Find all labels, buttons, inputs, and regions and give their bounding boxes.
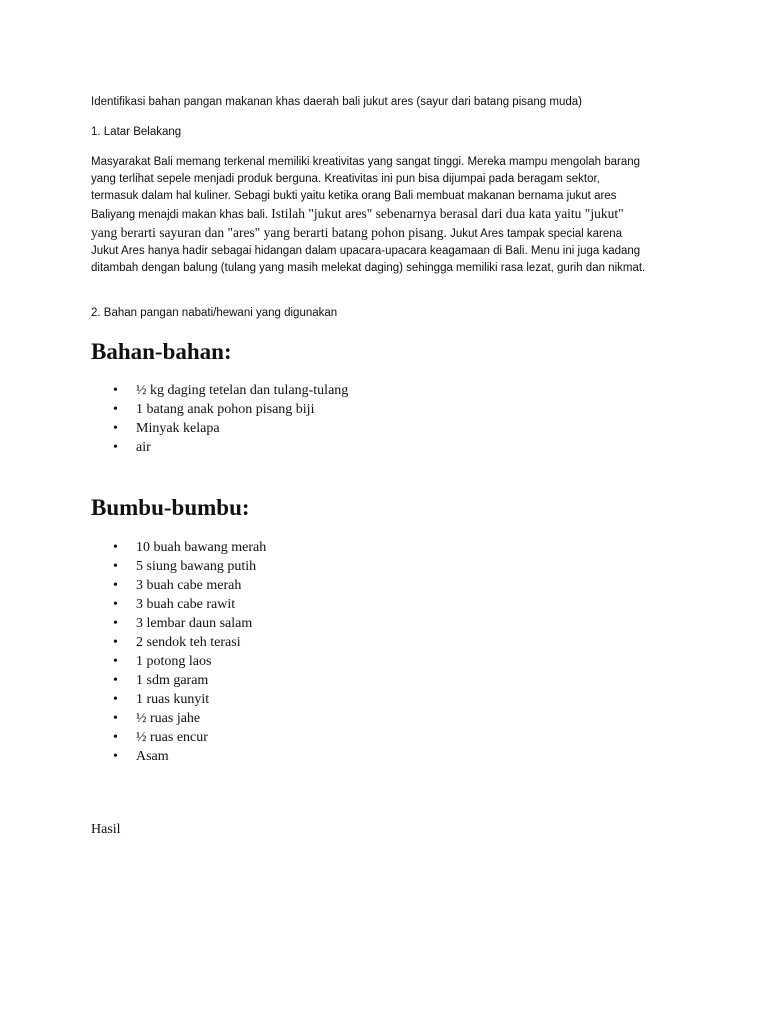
list-item: • 2 sendok teh terasi [91, 633, 266, 652]
list-item: • ½ kg daging tetelan dan tulang-tulang [91, 381, 348, 400]
background-paragraph [91, 154, 691, 277]
list-item: • 5 siung bawang putih [91, 557, 266, 576]
list-item: • 10 buah bawang merah [91, 538, 266, 557]
paragraph-line: Masyarakat Bali memang terkenal memiliki kreativitas yang sangat tinggi. Mereka mampu mengolah barang [91, 156, 641, 168]
bahan-list [91, 381, 348, 457]
paragraph-line [91, 224, 691, 243]
paragraph-text-serif: Istilah "jukut ares" sebenarnya berasal dari dua kata yaitu "jukut" [271, 206, 624, 221]
paragraph-line: ditambah dengan balung (tulang yang masih melekat daging) sehingga memiliki rasa lezat, gurih dan nikmat. [91, 262, 646, 274]
paragraph-line: Jukut Ares hanya hadir sebagai hidangan dalam upacara-upacara keagamaan di Bali. Menu ini juga kadang [91, 245, 641, 257]
paragraph-text-serif: yang berarti sayuran dan "ares" yang berarti batang pohon pisang. [91, 225, 447, 240]
list-item: • 3 lembar daun salam [91, 614, 266, 633]
hasil-label: Hasil [91, 822, 121, 837]
list-item: • Asam [91, 747, 266, 766]
paragraph-line [91, 205, 691, 224]
list-item: • air [91, 438, 348, 457]
heading-bahan-bahan: Bahan-bahan: [91, 339, 232, 364]
bumbu-list [91, 538, 266, 766]
section-heading-bahan-pangan: 2. Bahan pangan nabati/hewani yang digunakan [91, 307, 338, 319]
list-item: • 1 potong laos [91, 652, 266, 671]
list-item: • 3 buah cabe merah [91, 576, 266, 595]
list-item: • 3 buah cabe rawit [91, 595, 266, 614]
list-item: • 1 ruas kunyit [91, 690, 266, 709]
paragraph-line: termasuk dalam hal kuliner. Sebagi bukti yaitu ketika orang Bali membuat makanan bernama jukut ares [91, 190, 617, 202]
heading-bumbu-bumbu: Bumbu-bumbu: [91, 495, 250, 520]
list-item: • Minyak kelapa [91, 419, 348, 438]
paragraph-text: Baliyang menajdi makan khas bali. [91, 209, 272, 221]
list-item: • 1 sdm garam [91, 671, 266, 690]
section-heading-latar-belakang: 1. Latar Belakang [91, 126, 182, 138]
paragraph-text: Jukut Ares tampak special karena [446, 228, 623, 240]
list-item: • ½ ruas encur [91, 728, 266, 747]
list-item: • ½ ruas jahe [91, 709, 266, 728]
paragraph-line: yang terlihat sepele menjadi produk berguna. Kreativitas ini pun bisa dijumpai pada beragam sektor, [91, 173, 600, 185]
document-title: Identifikasi bahan pangan makanan khas daerah bali jukut ares (sayur dari batang pisang muda) [91, 96, 582, 108]
list-item: • 1 batang anak pohon pisang biji [91, 400, 348, 419]
